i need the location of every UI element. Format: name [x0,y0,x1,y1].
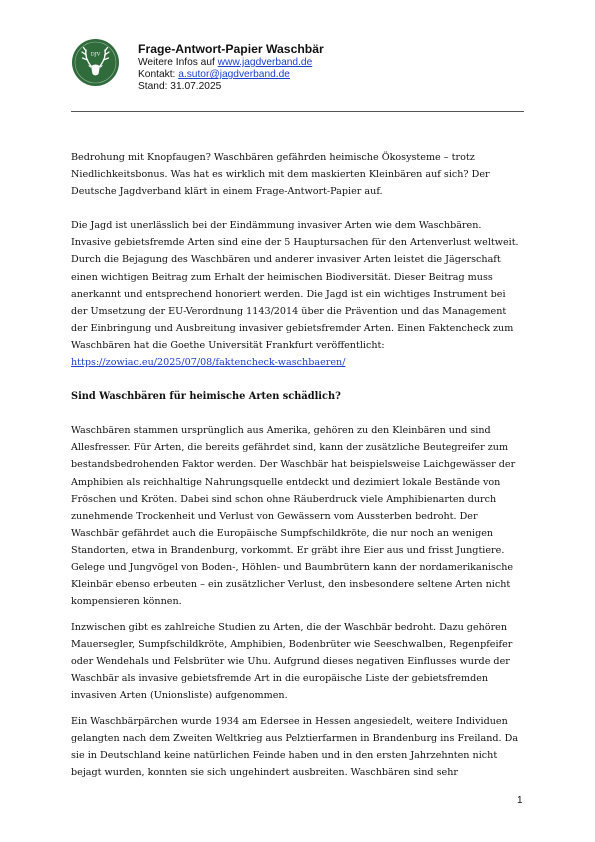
text-line: zunehmende Trockenheit und Verlust von Gewässern vom Aussterben bedroht. Der [71,510,478,522]
intro-paragraph [71,149,531,200]
text-line: Waschbären stammen ursprünglich aus Amerika, gehören zu den Kleinbären und sind [71,425,491,437]
text-line: Deutsche Jagdverband klärt in einem Frage-Antwort-Papier auf. [71,186,383,198]
text-line: einen wichtigen Beitrag zum Erhalt der heimischen Biodiversität. Dieser Beitrag muss [71,271,493,283]
text-line: der Einbringung und Ausbreitung invasiver gebietsfremder Arten. Einen Faktencheck zum [71,322,514,334]
date-line: Stand: 31.07.2025 [138,81,222,93]
text-line: Durch die Bejagung des Waschbären und anderer invasiver Arten leistet die Jägerschaft [71,254,501,266]
deer-antler-icon [72,39,119,86]
contact-line [138,69,324,81]
text-line: kompensieren können. [71,596,182,608]
text-line: anerkannt und entsprechend honoriert werden. Die Jagd ist ein wichtiges Instrument bei [71,288,506,300]
section-paragraph-2 [71,619,531,704]
text-line: Kleinbär ebenso erbeuten – ein zusätzlicher Verlust, den insbesondere seltene Arten nicht [71,579,511,591]
text-line: invasiven Arten (Unionsliste) aufgenommen. [71,690,288,702]
logo-text: DJV [90,51,101,58]
text-line: Waschbären hat die Goethe Universität Frankfurt veröffentlicht: [71,339,385,351]
text-line: Fröschen und Kröten. Dabei sind schon ohne Räuberdruck viele Amphibienarten durch [71,493,497,505]
text-line: Die Jagd ist unerlässlich bei der Eindämmung invasiver Arten wie dem Waschbären. [71,220,482,232]
text-line: Waschbär gefährdet auch die Europäische Sumpfschildkröte, die nur noch an wenigen [71,527,494,539]
section-heading: Sind Waschbären für heimische Arten schädlich? [71,391,341,403]
document-body [71,149,531,781]
infos-label: Weitere Infos auf [138,57,218,68]
text-line: Invasive gebietsfremde Arten sind eine der 5 Hauptursachen für den Artenverlust weltweit. [71,237,519,249]
text-line: Bedrohung mit Knopfaugen? Waschbären gefährden heimische Ökosysteme – trotz [71,152,475,163]
text-line: Mauersegler, Sumpfschildkröte, Amphibien, Bodenbrüter wie Seeschwalben, Regenpfeifer [71,638,513,650]
text-line: Waschbär als invasive gebietsfremde Art in die europäische Liste der gebietsfremden [71,673,489,685]
faktencheck-link[interactable]: https://zowiac.eu/2025/07/08/faktencheck-waschbaeren/ [71,357,346,369]
contact-email-link[interactable]: a.sutor@jagdverband.de [178,69,290,81]
text-line: bejagt wurden, konnten sie sich ungehindert ausbreiten. Waschbären sind sehr [71,767,458,778]
document-header [138,42,324,94]
djv-logo [72,39,119,86]
text-line: Inzwischen gibt es zahlreiche Studien zu Arten, die der Waschbär bedroht. Dazu gehören [71,621,508,633]
section-paragraph-3 [71,713,531,781]
text-line: Ein Waschbärpärchen wurde 1934 am Edersee in Hessen angesiedelt, weitere Individuen [71,715,508,727]
text-line: gelangten nach dem Zweiten Weltkrieg aus Pelztierfarmen in Brandenburg ins Freiland. Da [71,732,519,744]
text-line: Niedlichkeitsbonus. Was hat es wirklich mit dem maskierten Kleinbären auf sich? Der [71,169,490,181]
text-line: Amphibien als reichhaltige Nahrungsquelle entdeckt und dezimiert lokale Bestände von [71,476,501,488]
header-divider [71,111,524,112]
text-line: Gelege und Jungvögel von Boden-, Höhlen- und Baumbrütern kann der nordamerikanische [71,561,514,573]
text-line: oder Wendehals und Felsbrüter wie Uhu. Aufgrund dieses negativen Einflusses wurde der [71,655,510,667]
contact-label: Kontakt: [138,69,179,81]
text-line: sie in Deutschland keine natürlichen Feinde haben und in den ersten Jahrzehnten nicht [71,749,498,761]
text-line: Standorten, etwa in Brandenburg, vorkommt. Er gräbt ihre Eier aus und frisst Jungtiere. [71,544,505,556]
website-link[interactable]: www.jagdverband.de [217,57,313,68]
page-number: 1 [517,795,523,806]
document-title: Frage-Antwort-Papier Waschbär [138,42,324,56]
text-line: bestandsbedrohenden Faktor werden. Der Waschbär hat beispielsweise Laichgewässer der [71,459,516,471]
hunting-paragraph [71,217,531,371]
section-paragraph-1 [71,422,531,610]
infos-line [138,57,324,69]
text-line: der Umsetzung der EU-Verordnung 1143/2014 über die Prävention und das Management [71,305,507,317]
text-line: Allesfresser. Für Arten, die bereits gefährdet sind, kann der zusätzliche Beutegreifer zum [71,442,509,454]
